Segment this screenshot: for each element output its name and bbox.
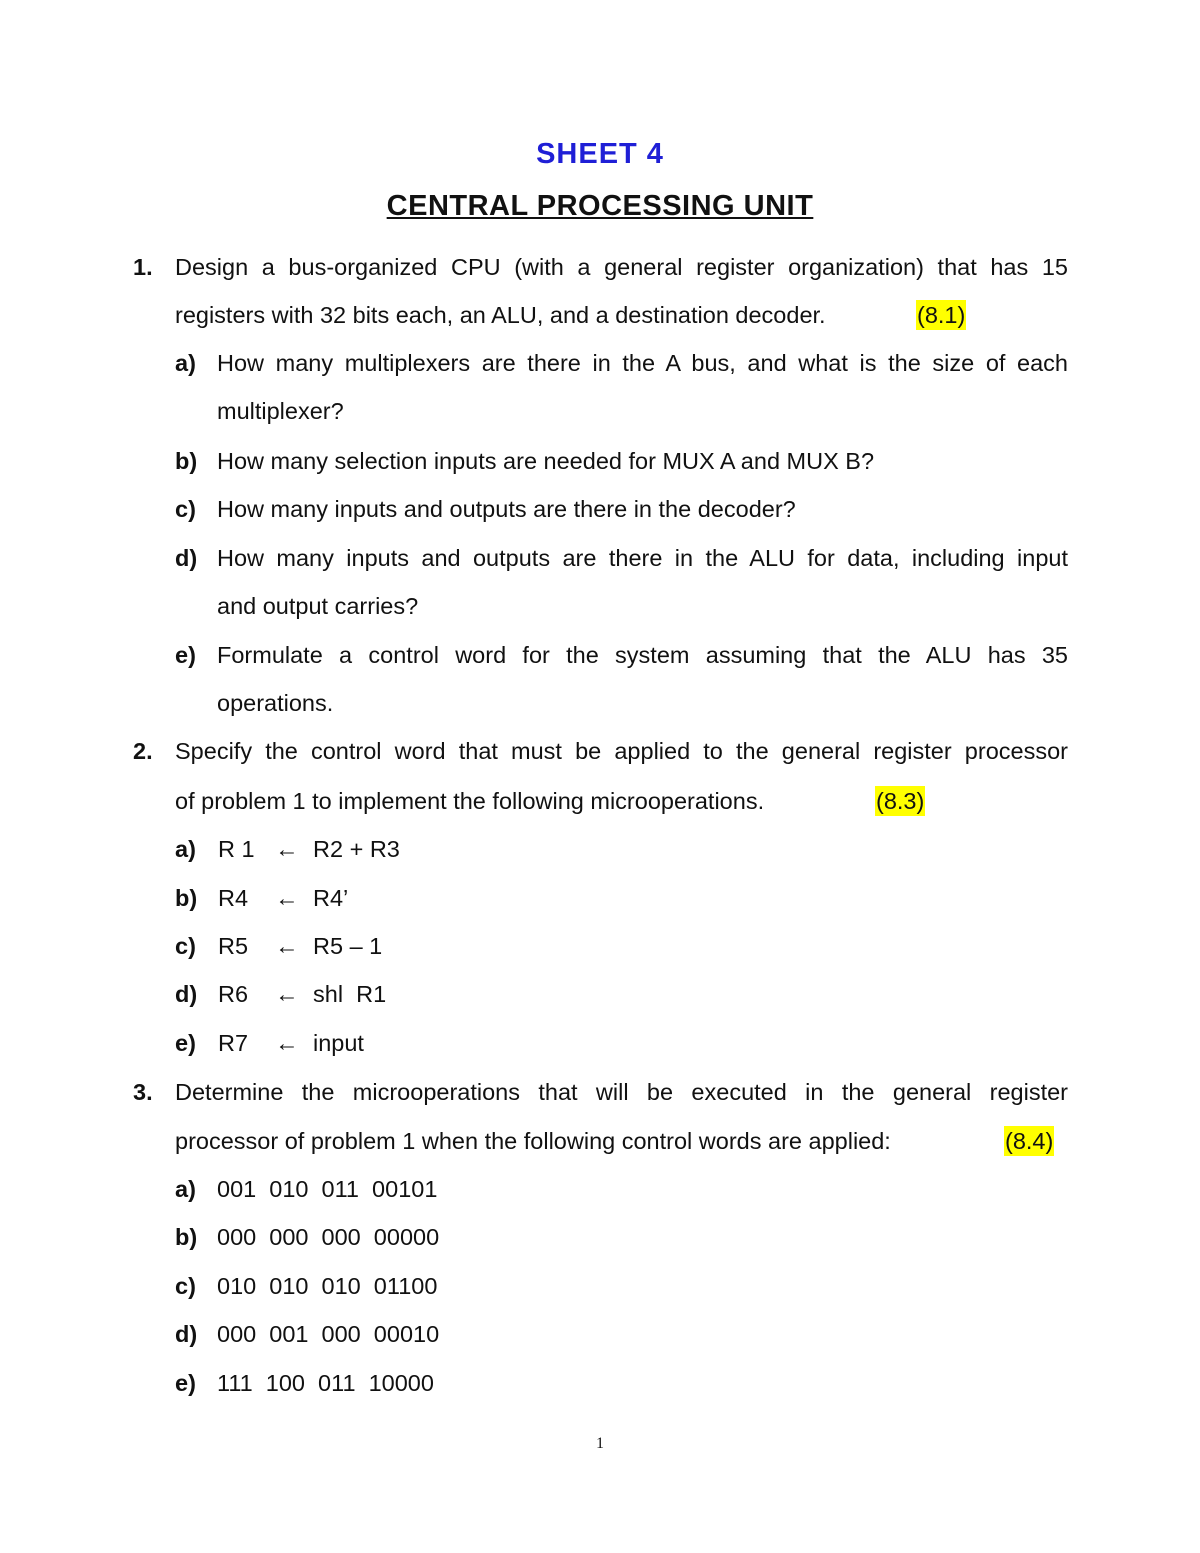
page-number: 1 (596, 1435, 604, 1452)
problem-2-part-e-dest: R7 (218, 1030, 249, 1056)
problem-1-part-d-line-2: and output carries? (217, 593, 419, 619)
problem-2-part-c-src: R5 – 1 (313, 933, 383, 959)
problem-2-part-e-src: input (313, 1030, 364, 1056)
problem-1-number: 1. (133, 254, 153, 280)
problem-1-part-c-label: c) (175, 496, 196, 522)
problem-1-part-d-line-1: How many inputs and outputs are there in the ALU for data, including input (217, 545, 1068, 571)
problem-3-part-c-text: 010 010 010 01100 (217, 1273, 438, 1299)
problem-1-part-a-label: a) (175, 350, 196, 376)
problem-2-part-d-label: d) (175, 981, 198, 1007)
problem-1-part-e-line-2: operations. (217, 690, 334, 716)
problem-2-part-b-arrow: ← (275, 885, 299, 911)
problem-2-number: 2. (133, 738, 153, 764)
problem-3-part-a-label: a) (175, 1176, 196, 1202)
problem-3-number: 3. (133, 1079, 153, 1105)
problem-2-reference: (8.3) (876, 788, 925, 814)
problem-2-part-b-dest: R4 (218, 885, 249, 911)
problem-1-part-e-label: e) (175, 642, 196, 668)
problem-2-part-b-src: R4’ (313, 885, 349, 911)
problem-1-line-1: Design a bus-organized CPU (with a general register organization) that has 15 (175, 254, 1068, 280)
problem-3-part-b-label: b) (175, 1224, 198, 1250)
problem-1-part-e-line-1: Formulate a control word for the system assuming that the ALU has 35 (217, 642, 1068, 668)
problem-2-line-2: of problem 1 to implement the following microoperations. (175, 788, 765, 814)
problem-2-part-b-label: b) (175, 885, 198, 911)
problem-3-part-c-label: c) (175, 1273, 196, 1299)
problem-3-reference: (8.4) (1005, 1128, 1054, 1154)
problem-2-part-e-arrow: ← (275, 1030, 299, 1056)
problem-1-part-a-line-2: multiplexer? (217, 398, 344, 424)
problem-1-part-b-text: How many selection inputs are needed for MUX A and MUX B? (217, 448, 875, 474)
problem-2-part-e-label: e) (175, 1030, 196, 1056)
problem-1-part-d-label: d) (175, 545, 198, 571)
problem-2-part-d-dest: R6 (218, 981, 249, 1007)
problem-2-part-d-arrow: ← (275, 981, 299, 1007)
sheet-title: SHEET 4 (536, 138, 664, 170)
problem-3-part-d-text: 000 001 000 00010 (217, 1321, 440, 1347)
problem-3-part-b-text: 000 000 000 00000 (217, 1224, 440, 1250)
problem-2-part-c-label: c) (175, 933, 196, 959)
problem-3-line-1: Determine the microoperations that will be executed in the general register (175, 1079, 1068, 1105)
problem-3-part-e-label: e) (175, 1370, 196, 1396)
problem-2-part-a-arrow: ← (275, 836, 299, 862)
sheet-subtitle: CENTRAL PROCESSING UNIT (386, 190, 814, 222)
problem-1-reference: (8.1) (917, 302, 966, 328)
problem-2-part-a-dest: R 1 (218, 836, 255, 862)
problem-1-line-2: registers with 32 bits each, an ALU, and a destination decoder. (175, 302, 826, 328)
problem-1-part-a-line-1: How many multiplexers are there in the A bus, and what is the size of each (217, 350, 1068, 376)
problem-1-part-c-text: How many inputs and outputs are there in the decoder? (217, 496, 796, 522)
problem-2-part-d-src: shl R1 (313, 981, 387, 1007)
problem-3-line-2: processor of problem 1 when the following control words are applied: (175, 1128, 891, 1154)
problem-3-part-a-text: 001 010 011 00101 (217, 1176, 438, 1202)
problem-3-part-d-label: d) (175, 1321, 198, 1347)
problem-2-line-1: Specify the control word that must be applied to the general register processor (175, 738, 1068, 764)
problem-2-part-a-src: R2 + R3 (313, 836, 400, 862)
problem-1-part-b-label: b) (175, 448, 198, 474)
problem-2-part-c-dest: R5 (218, 933, 249, 959)
problem-2-part-a-label: a) (175, 836, 196, 862)
problem-2-part-c-arrow: ← (275, 933, 299, 959)
problem-3-part-e-text: 111 100 011 10000 (217, 1370, 434, 1396)
